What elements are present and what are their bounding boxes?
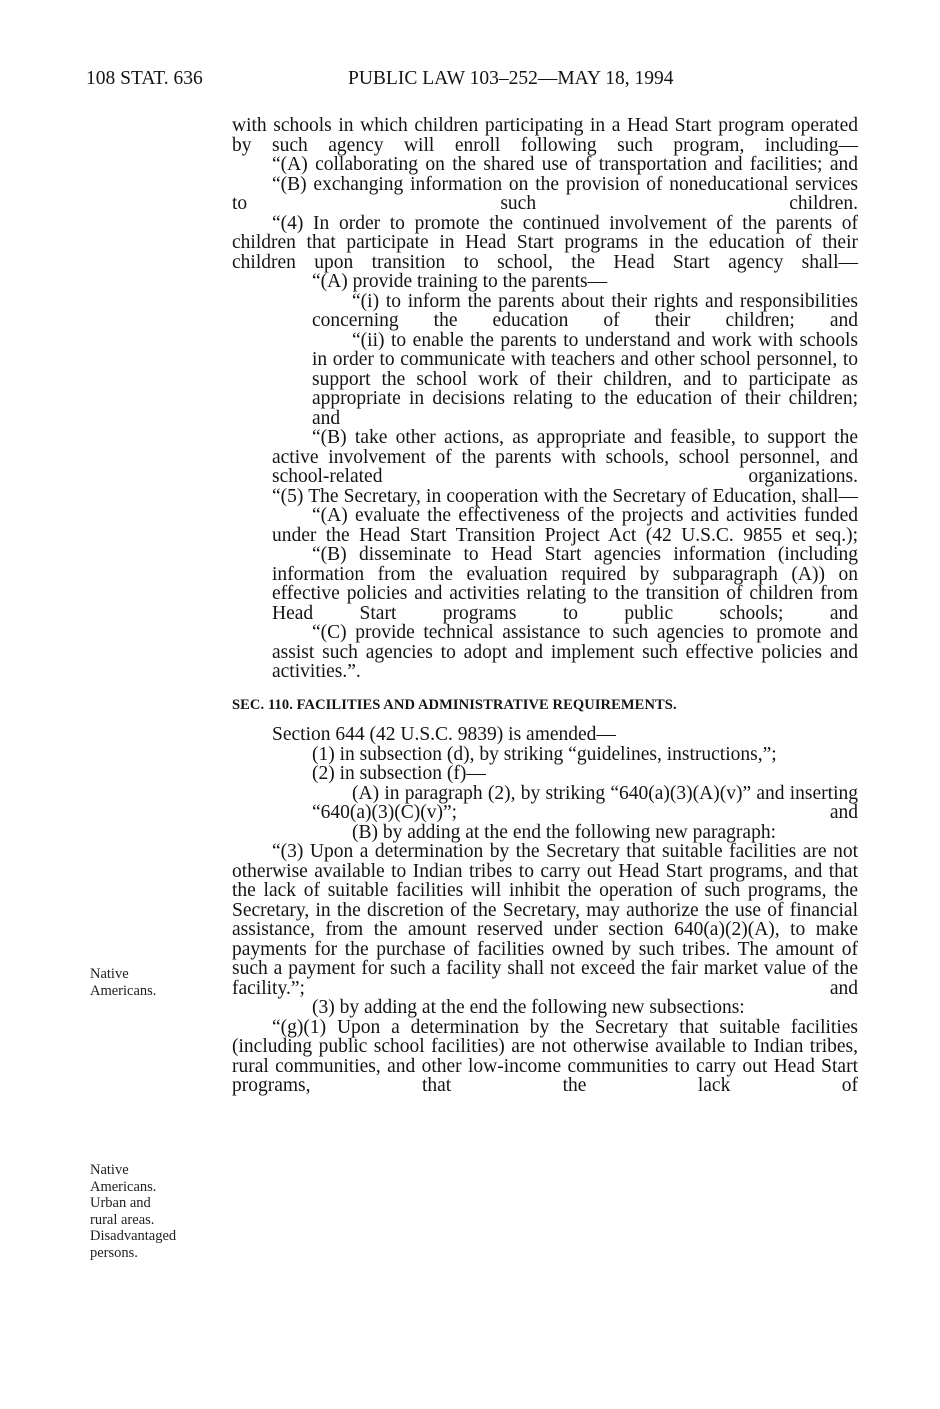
paragraph: “(A) collaborating on the shared use of transportation and facilities; and (272, 154, 858, 175)
paragraph: “(i) to inform the parents about their rights and responsibilities concerning the education of their children; and (312, 290, 858, 331)
paragraph: (3) by adding at the end the following new subsections: (312, 997, 745, 1018)
statute-body (232, 116, 858, 1096)
paragraph: (2) in subsection (f)— (312, 763, 486, 784)
margin-note-populations: Native Americans. Urban and rural areas. Disadvantaged persons. (90, 1162, 177, 1261)
margin-note-native-americans: Native Americans. (90, 966, 157, 999)
paragraph: “(5) The Secretary, in cooperation with the Secretary of Education, shall— (272, 485, 858, 507)
paragraph: “(B) disseminate to Head Start agencies information (including information from the evaluation required by subparagraph (A)) on effective policies and activities relating to the transition of children from Head Start programs to public schools; and (272, 544, 858, 624)
paragraph: “(A) provide training to the parents— (312, 271, 608, 292)
paragraph: (B) by adding at the end the following new paragraph: (352, 821, 777, 843)
law-title: PUBLIC LAW 103–252—MAY 18, 1994 (348, 68, 674, 89)
paragraph: “(C) provide technical assistance to such agencies to promote and assist such agencies to adopt and implement such effective policies and activities.”. (272, 622, 858, 682)
paragraph: “(B) exchanging information on the provision of noneducational services to such children. (232, 173, 858, 214)
paragraph: “(A) evaluate the effectiveness of the projects and activities funded under the Head Start Transition Project Act (42 U.S.C. 9855 et seq.); (272, 505, 858, 546)
paragraph: with schools in which children participating in a Head Start program operated by such agency will enroll following such program, including— (232, 115, 858, 156)
paragraph: “(4) In order to promote the continued involvement of the parents of children that participate in Head Start programs in the education of their children upon transition to school, the Head Start agency shall— (232, 212, 858, 273)
paragraph: “(ii) to enable the parents to understand and work with schools in order to communicate with teachers and other school personnel, to support the school work of their children, and to participate as appropriate in decisions relating to the education of their children; and (312, 329, 858, 429)
section-heading: SEC. 110. FACILITIES AND ADMINISTRATIVE REQUIREMENTS. (232, 696, 677, 713)
paragraph: (A) in paragraph (2), by striking “640(a)(3)(A)(v)” and inserting “640(a)(3)(C)(v)”; and (312, 782, 858, 823)
running-header (86, 68, 866, 98)
paragraph: “(g)(1) Upon a determination by the Secretary that suitable facilities (including public school facilities) are not otherwise available to Indian tribes, rural communities, and other low-income communities to carry out Head Start programs, that the lack of (232, 1016, 858, 1096)
paragraph: Section 644 (42 U.S.C. 9839) is amended— (272, 724, 616, 745)
statute-page-reference: 108 STAT. 636 (86, 68, 203, 89)
paragraph: “(B) take other actions, as appropriate and feasible, to support the active involvement of the parents with schools, school personnel, and school-related organizations. (272, 427, 858, 487)
paragraph: (1) in subsection (d), by striking “guidelines, instructions,”; (312, 743, 777, 765)
paragraph: “(3) Upon a determination by the Secretary that suitable facilities are not otherwise available to Indian tribes to carry out Head Start programs, and that the lack of suitable facilities will inhibit the operation of such programs, the Secretary, in the discretion of the Secretary, may authorize the use of financial assistance, from the amount reserved under section 640(a)(2)(A), to make payments for the purchase of facilities owned by such tribes. The amount of such a payment for such a facility shall not exceed the fair market value of the facility.”; and (232, 841, 858, 999)
